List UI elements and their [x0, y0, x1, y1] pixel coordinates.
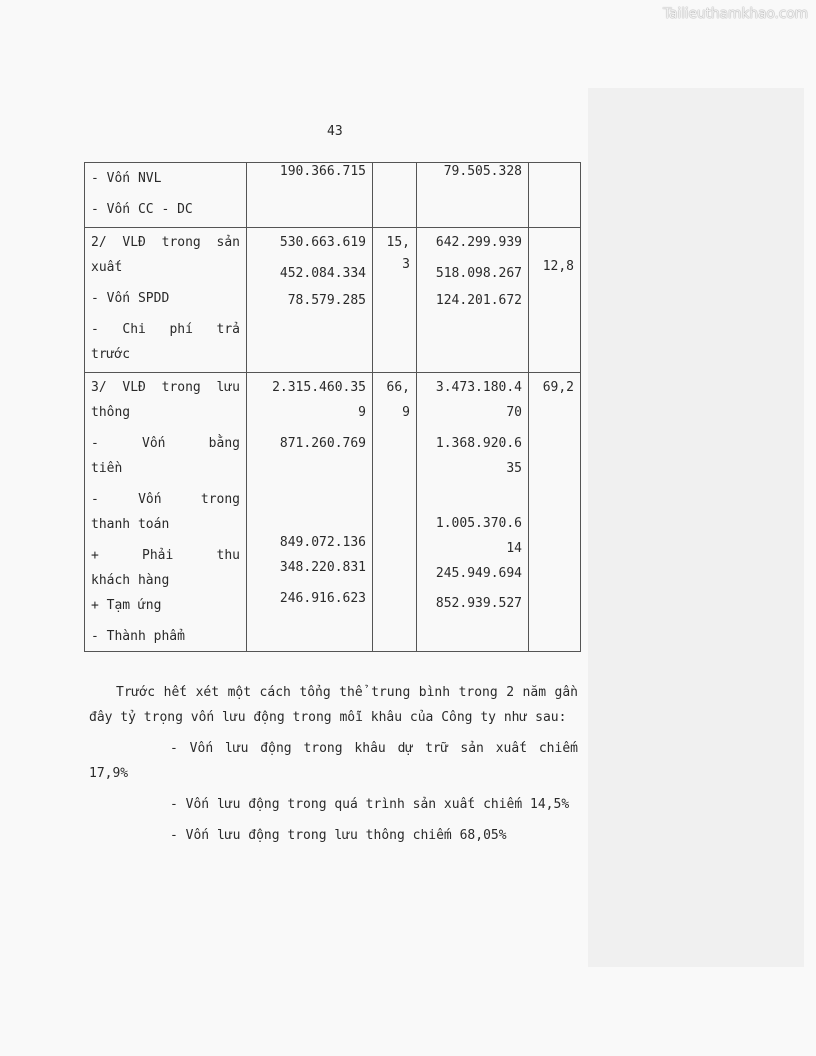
row1-percent2	[529, 163, 581, 228]
table-row	[85, 163, 581, 228]
body-text	[89, 680, 578, 848]
row1-value2: 79.505.328	[417, 163, 529, 228]
bullet-item: - Vốn lưu động trong khâu dự trữ sản xuất chiếm 17,9%	[89, 741, 578, 781]
row1-value1: 190.366.715	[247, 163, 373, 228]
row2-percent2: 12,8	[529, 228, 581, 373]
table-row	[85, 373, 581, 652]
intro-paragraph: Trước hết xét một cách tổng thể trung bình trong 2 năm gần đây tỷ trọng vốn lưu động trong mỗi khâu của Công ty như sau:	[89, 685, 578, 725]
bullet-item: - Vốn lưu động trong quá trình sản xuất chiếm 14,5%	[170, 797, 570, 812]
row3-percent2: 69,2	[529, 373, 581, 652]
row1-label: - Vốn NVL - Vốn CC - DC	[85, 163, 247, 228]
table-row	[85, 228, 581, 373]
row3-value1: 2.315.460.35 9 871.260.769 849.072.136 348.220.831 246.916.623	[247, 373, 373, 652]
row2-percent1: 15, 3	[373, 228, 417, 373]
page-number: 43	[327, 124, 343, 139]
row2-label: 2/ VLĐ trong sản xuất - Vốn SPDD - Chi phí trả trước	[85, 228, 247, 373]
bullet-item: - Vốn lưu động trong lưu thông chiếm 68,05%	[170, 828, 507, 843]
capital-table	[84, 162, 581, 652]
row3-percent1: 66, 9	[373, 373, 417, 652]
watermark: Tailieuthamkhao.com	[663, 6, 808, 22]
row3-value2: 3.473.180.4 70 1.368.920.6 35 1.005.370.6 14 245.949.694 852.939.527	[417, 373, 529, 652]
side-panel	[588, 88, 804, 967]
row2-value2: 642.299.939 518.098.267 124.201.672	[417, 228, 529, 373]
row2-value1: 530.663.619 452.084.334 78.579.285	[247, 228, 373, 373]
row1-percent1	[373, 163, 417, 228]
row3-label: 3/ VLĐ trong lưu thông - Vốn bằng tiền - Vốn trong thanh toán + Phải thu khách hàng + Tạm ứng - Thành phẩm	[85, 373, 247, 652]
